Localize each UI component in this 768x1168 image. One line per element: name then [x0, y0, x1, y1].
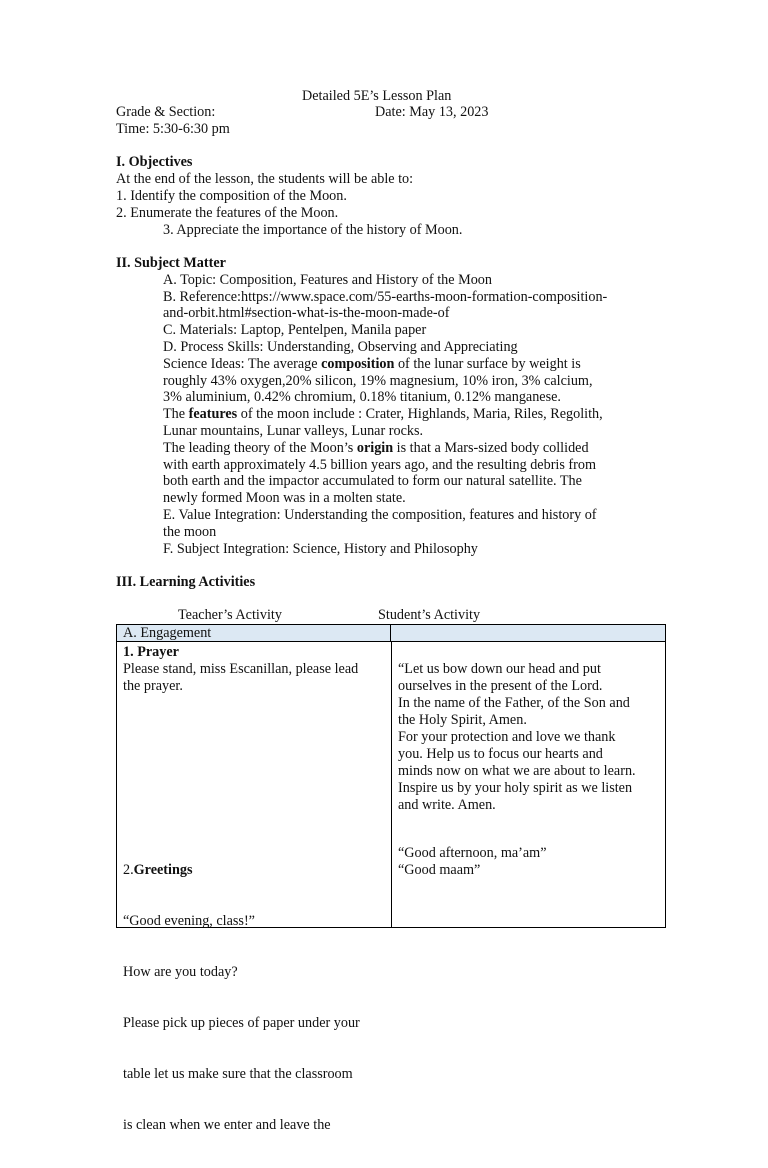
greetings-teacher-line: is clean when we enter and leave the	[123, 1117, 331, 1133]
prayer-student-line: the Holy Spirit, Amen.	[398, 712, 527, 728]
student-cell	[398, 661, 636, 814]
engagement-header-empty-cell	[391, 625, 665, 642]
prayer-student-line: Inspire us by your holy spirit as we listen	[398, 780, 633, 796]
composition-keyword: composition	[321, 356, 395, 372]
prayer-student-line: In the name of the Father, of the Son and	[398, 695, 630, 711]
student-activity-header: Student’s Activity	[378, 607, 481, 623]
prayer-student-line: you. Help us to focus our hearts and	[398, 746, 603, 762]
greetings-teacher-line: Please pick up pieces of paper under your	[123, 1015, 360, 1031]
prayer-student-line: minds now on what we are about to learn.	[398, 763, 636, 779]
features-text: of the moon include : Crater, Highlands, Maria, Riles, Regolith,	[237, 406, 603, 422]
greetings-word: Greetings	[133, 862, 193, 878]
greetings-teacher-line: table let us make sure that the classroom	[123, 1066, 353, 1082]
activities-table	[116, 624, 666, 1133]
objectives-heading: I. Objectives	[116, 154, 193, 170]
features-line	[163, 406, 603, 423]
column-divider	[391, 642, 392, 927]
science-ideas-line: roughly 43% oxygen,20% silicon, 19% magnesium, 10% iron, 3% calcium,	[163, 373, 593, 389]
features-text: The	[163, 406, 189, 422]
engagement-header-cell	[117, 625, 391, 642]
origin-keyword: origin	[356, 440, 394, 456]
origin-line: newly formed Moon was in a molten state.	[163, 490, 406, 506]
date-label: Date: May 13, 2023	[375, 104, 489, 120]
reference-line: B. Reference:https://www.space.com/55-earths-moon-formation-composition-	[163, 289, 608, 305]
prayer-student-line: “Let us bow down our head and put	[398, 661, 601, 677]
origin-line	[163, 440, 589, 457]
time-label: Time: 5:30-6:30 pm	[116, 121, 230, 137]
prayer-student-line: For your protection and love we thank	[398, 729, 616, 745]
origin-text: The leading theory of the Moon’s	[163, 440, 357, 456]
learning-activities-heading: III. Learning Activities	[116, 574, 256, 590]
topic-line: A. Topic: Composition, Features and History of the Moon	[163, 272, 492, 288]
subject-matter-heading: II. Subject Matter	[116, 255, 226, 271]
origin-line: both earth and the impactor accumulated to form our natural satellite. The	[163, 473, 582, 489]
greetings-teacher-cell	[123, 828, 360, 1168]
value-integration-line: the moon	[163, 524, 217, 540]
prayer-student-line: ourselves in the present of the Lord.	[398, 678, 603, 694]
reference-line: and-orbit.html#section-what-is-the-moon-made-of	[163, 305, 450, 321]
science-ideas-text: Science Ideas: The average	[163, 356, 322, 372]
grade-section-label: Grade & Section:	[116, 104, 216, 120]
objectives-intro: At the end of the lesson, the students will be able to:	[116, 171, 414, 187]
engagement-label: A. Engagement	[123, 625, 212, 641]
prayer-teacher-line: the prayer.	[123, 678, 183, 694]
origin-text: is that a Mars-sized body collided	[393, 440, 589, 456]
prayer-teacher-line: Please stand, miss Escanillan, please lead	[123, 661, 359, 677]
prayer-student-line: and write. Amen.	[398, 797, 496, 813]
teacher-activity-header: Teacher’s Activity	[178, 607, 282, 623]
subject-integration-line: F. Subject Integration: Science, History and Philosophy	[163, 541, 478, 557]
objective-item: 1. Identify the composition of the Moon.	[116, 188, 347, 204]
materials-line: C. Materials: Laptop, Pentelpen, Manila paper	[163, 322, 427, 338]
greetings-number: 2.	[123, 862, 134, 878]
document-title: Detailed 5E’s Lesson Plan	[302, 88, 452, 104]
features-keyword: features	[188, 406, 238, 422]
greetings-teacher-line: “Good evening, class!”	[123, 913, 255, 929]
science-ideas-text: of the lunar surface by weight is	[394, 356, 581, 372]
origin-line: with earth approximately 4.5 billion years ago, and the resulting debris from	[163, 457, 597, 473]
science-ideas-line	[163, 356, 581, 373]
greetings-student-line: “Good afternoon, ma’am”	[398, 845, 547, 861]
objective-item: 3. Appreciate the importance of the history of Moon.	[163, 222, 463, 238]
greetings-teacher-line: How are you today?	[123, 964, 238, 980]
features-line: Lunar mountains, Lunar valleys, Lunar rocks.	[163, 423, 424, 439]
value-integration-line: E. Value Integration: Understanding the composition, features and history of	[163, 507, 597, 523]
teacher-cell	[123, 644, 358, 695]
science-ideas-line: 3% aluminium, 0.42% chromium, 0.18% titanium, 0.12% manganese.	[163, 389, 561, 405]
prayer-heading: 1. Prayer	[123, 644, 179, 660]
objective-item: 2. Enumerate the features of the Moon.	[116, 205, 339, 221]
process-skills-line: D. Process Skills: Understanding, Observing and Appreciating	[163, 339, 518, 355]
greetings-student-cell	[398, 845, 547, 879]
greetings-student-line: “Good maam”	[398, 862, 481, 878]
greetings-heading	[123, 862, 360, 879]
